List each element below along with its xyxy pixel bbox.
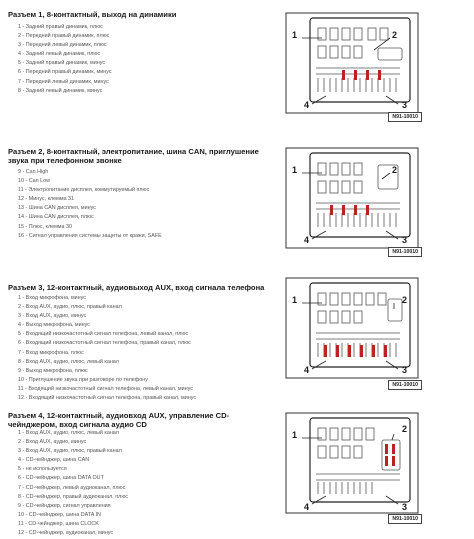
callout-label: 2 [402, 295, 408, 305]
callout-label: 2 [402, 424, 408, 434]
list-item: 3 - Вход AUX, аудио, минус [18, 313, 87, 320]
list-item: 16 - Сигнал управления системы защиты от кражи, SAFE [18, 232, 162, 239]
callout-label: 4 [304, 365, 310, 375]
callout-label: 4 [304, 100, 310, 110]
list-item: 4 - Выход микрофона, минус [18, 322, 90, 329]
connector-diagram [282, 10, 426, 120]
callout-label: 1 [292, 165, 298, 175]
list-item: 8 - CD-чейнджер, правый аудиоканал, плюс [18, 493, 129, 500]
list-item: 8 - Задний левый динамик, минус [18, 87, 103, 94]
list-item: 6 - CD-чейнджер, шина DATA OUT [18, 475, 104, 482]
figure-id: N91-10010 [388, 112, 422, 122]
list-item: 2 - Вход AUX, аудио, минус [18, 439, 87, 446]
callout-label: 1 [292, 430, 298, 440]
connector-diagram [282, 145, 426, 255]
list-item: 1 - Задний правый динамик, плюс [18, 24, 103, 30]
figure-id: N91-10010 [388, 380, 422, 390]
list-item: 13 - Шина CAN дисплея, минус [18, 205, 96, 212]
list-item: 11 - Входящий низкочастотный сигнал телефона, левый канал, минус [18, 385, 193, 392]
list-item: 2 - Передний правый динамик, плюс [18, 33, 110, 40]
list-item: 12 - CD-чейнджер, аудиоканал, минус [18, 530, 114, 537]
list-item: 2 - Вход AUX, аудио, плюс, правый канал [18, 304, 122, 311]
figure-id: N91-10010 [388, 247, 422, 257]
list-item: 7 - CD-чейнджер, левый аудиоканал, плюс [18, 484, 126, 491]
pin-list [18, 168, 276, 241]
list-item: 1 - Вход микрофона, минус [18, 295, 86, 301]
section-title: Разъем 2, 8-контактный, электропитание, шина CAN, приглушение звука при телефонном звонке [8, 147, 259, 165]
list-item: 7 - Вход микрофона, плюс [18, 349, 84, 356]
callout-label: 2 [392, 30, 398, 40]
list-item: 6 - Входящий низкочастотный сигнал телефона, правый канал, плюс [18, 340, 191, 347]
connector-diagram [282, 275, 426, 385]
list-item: 6 - Передний правый динамик, минус [18, 69, 112, 76]
callout-label: 2 [392, 165, 398, 175]
list-item: 4 - Задний левый динамик, плюс [18, 51, 101, 58]
list-item: 11 - CD-чейнджер, шина CLOCK [18, 520, 99, 527]
figure-id: N91-10010 [388, 514, 422, 524]
callout-label: 4 [304, 502, 310, 512]
callout-label: 3 [402, 502, 408, 512]
section-title: Разъем 3, 12-контактный, аудиовыход AUX, вход сигнала телефона [8, 283, 265, 292]
list-item: 10 - Can Low [18, 178, 51, 185]
list-item: 14 - Шина CAN дисплея, плюс [18, 214, 94, 221]
list-item: 12 - Минус, клемма 31 [18, 196, 75, 203]
list-item: 5 - Задний правый динамик, минус [18, 60, 106, 67]
list-item: 1 - Вход AUX, аудио, плюс, левый канал [18, 430, 119, 436]
list-item: 12 - Входящий низкочастотный сигнал телефона, правый канал, минус [18, 395, 197, 402]
list-item: 11 - Электропитание дисплея, коммутируемый плюс [18, 187, 150, 194]
list-item: 10 - CD-чейнджер, шина DATA IN [18, 511, 101, 518]
list-item: 9 - Выход микрофона, плюс [18, 367, 88, 374]
section-title: Разъем 1, 8-контактный, выход на динамики [8, 10, 177, 19]
list-item: 5 - Входящий низкочастотный сигнал телефона, левый канал, плюс [18, 331, 189, 338]
list-item: 3 - Вход AUX, аудио, плюс, правый канал [18, 448, 122, 455]
list-item: 4 - CD-чейнджер, шина CAN [18, 457, 90, 464]
callout-label: 3 [402, 235, 408, 245]
list-item: 9 - CD-чейнджер, сигнал управления [18, 502, 111, 509]
list-item: 10 - Приглушение звука при разговоре по телефону [18, 376, 148, 383]
list-item: 7 - Передний левый динамик, минус [18, 78, 109, 85]
list-item: 3 - Передний левый динамик, плюс [18, 42, 107, 49]
callout-label: 1 [292, 30, 298, 40]
list-item: 9 - Can High [18, 169, 49, 175]
section-title: Разъем 4, 12-контактный, аудиовход AUX, управление CD-чейнджером, вход сигнала аудио CD [8, 411, 230, 429]
connector-diagram [282, 410, 426, 520]
pin-list [18, 23, 276, 96]
list-item: 15 - Плюс, клемма 30 [18, 223, 73, 230]
list-item: 5 - не используется [18, 466, 67, 473]
list-item: 8 - Вход AUX, аудио, плюс, левый канал [18, 358, 119, 365]
pin-list [18, 429, 276, 538]
pin-list [18, 294, 276, 403]
callout-label: 3 [402, 365, 408, 375]
callout-label: 1 [292, 295, 298, 305]
callout-label: 3 [402, 100, 408, 110]
callout-label: 4 [304, 235, 310, 245]
